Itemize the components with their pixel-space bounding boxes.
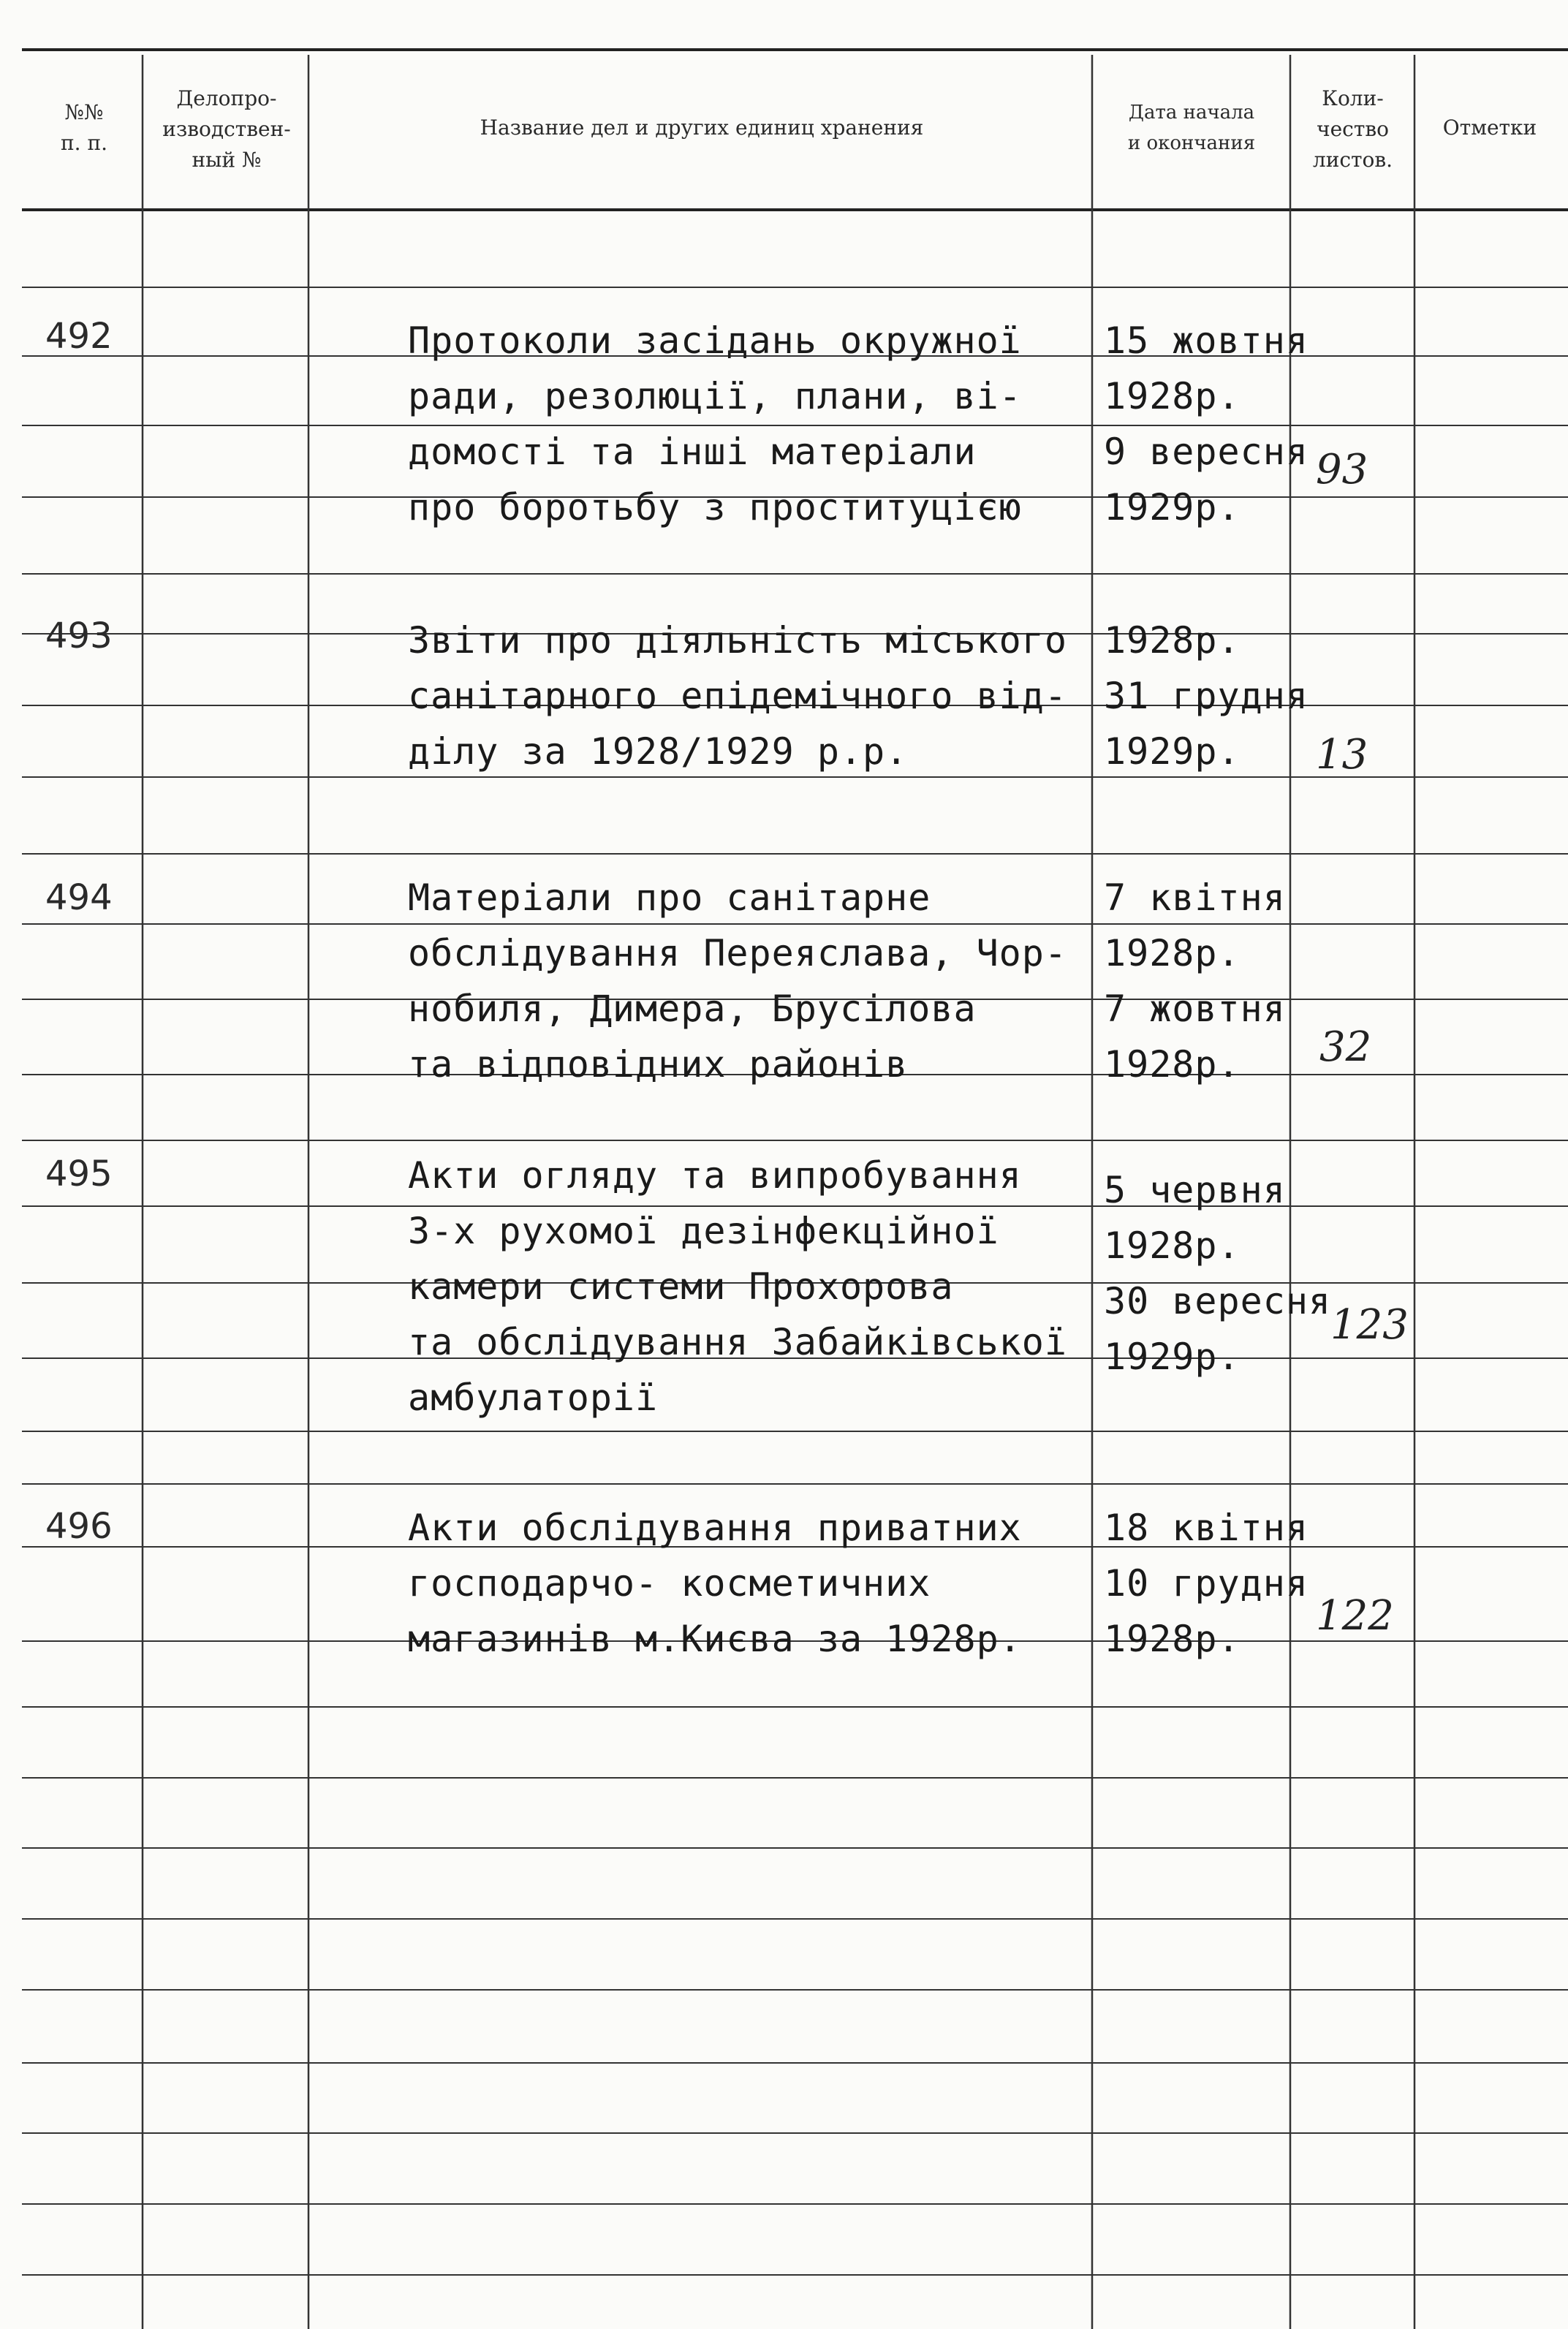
record-dates (1104, 1162, 1331, 1385)
date-line: 1928р. (1104, 375, 1241, 417)
record-title (408, 870, 1067, 1092)
record-title (408, 613, 1067, 779)
record-number: 495 (45, 1154, 113, 1194)
date-line: 1929р. (1104, 1336, 1241, 1378)
title-line: домості та інші матеріали (408, 431, 977, 473)
header-title (314, 73, 1089, 183)
record-sheet-count: 122 (1316, 1592, 1394, 1640)
record-sheet-count: 13 (1316, 731, 1368, 779)
header-sheet-count (1292, 67, 1413, 192)
date-line: 7 квітня (1104, 876, 1286, 919)
title-line: Звіти про діяльність міського (408, 619, 1067, 662)
record-number: 492 (45, 316, 113, 357)
title-line: Акти огляду та випробування (408, 1154, 1022, 1197)
title-line: ради, резолюції, плани, ві- (408, 375, 1022, 417)
date-line: 9 вересня (1104, 431, 1308, 473)
header-dates (1095, 73, 1288, 183)
date-line: 10 грудня (1104, 1562, 1308, 1605)
title-line: магазинів м.Києва за 1928р. (408, 1618, 1022, 1660)
header-count-line2: чество (1317, 117, 1389, 141)
title-line: амбулаторії (408, 1376, 659, 1419)
header-count-line3: листов. (1312, 148, 1393, 172)
record-title (408, 1500, 1022, 1667)
record-dates (1104, 1500, 1308, 1667)
header-number-line2: п. п. (60, 131, 108, 155)
date-line: 5 червня (1104, 1169, 1286, 1211)
record-title (408, 1148, 1067, 1425)
record-number: 496 (45, 1506, 113, 1547)
date-line: 15 жовтня (1104, 319, 1308, 362)
header-notes (1417, 73, 1563, 183)
header-number (29, 73, 139, 183)
title-line: Матеріали про санітарне (408, 876, 931, 919)
date-line: 1928р. (1104, 1224, 1241, 1267)
date-line: 1928р. (1104, 932, 1241, 974)
record-sheet-count: 123 (1330, 1301, 1409, 1349)
header-office-line3: ный № (192, 148, 262, 172)
record-dates (1104, 613, 1308, 779)
title-line: господарчо- косметичних (408, 1562, 931, 1605)
date-line: 1929р. (1104, 730, 1241, 773)
header-office-line1: Делопро- (176, 86, 277, 110)
record-dates (1104, 870, 1286, 1092)
title-line: камери системи Прохорова (408, 1265, 954, 1308)
record-number: 494 (45, 877, 113, 918)
date-line: 1928р. (1104, 1618, 1241, 1660)
date-line: 7 жовтня (1104, 988, 1286, 1030)
date-line: 1928р. (1104, 619, 1241, 662)
header-dates-line1: Дата начала (1128, 102, 1255, 124)
title-line: та відповідних районів (408, 1043, 909, 1086)
record-title (408, 313, 1022, 535)
title-line: Акти обслідування приватних (408, 1507, 1022, 1549)
title-line: та обслідування Забайківської (408, 1321, 1067, 1363)
record-sheet-count: 32 (1319, 1023, 1372, 1071)
header-office-line2: изводствен- (162, 117, 291, 141)
header-count-line1: Коли- (1322, 86, 1384, 110)
record-number: 493 (45, 616, 113, 656)
title-line: ділу за 1928/1929 р.р. (408, 730, 909, 773)
header-title-text: Название дел и других единиц хранения (480, 115, 924, 140)
date-line: 31 грудня (1104, 675, 1308, 717)
title-line: обслідування Переяслава, Чор- (408, 932, 1067, 974)
title-line: санітарного епідемічного від- (408, 675, 1067, 717)
title-line: Протоколи засідань окружної (408, 319, 1022, 362)
date-line: 1929р. (1104, 486, 1241, 529)
record-sheet-count: 93 (1316, 446, 1368, 493)
date-line: 18 квітня (1104, 1507, 1308, 1549)
title-line: про боротьбу з проституцією (408, 486, 1022, 529)
header-notes-text: Отметки (1442, 115, 1537, 140)
title-line: нобиля, Димера, Брусілова (408, 988, 977, 1030)
record-dates (1104, 313, 1308, 535)
date-line: 1928р. (1104, 1043, 1241, 1086)
header-office-number (146, 67, 307, 192)
header-dates-line2: и окончания (1127, 132, 1256, 154)
date-line: 30 вересня (1104, 1280, 1332, 1322)
title-line: 3-х рухомої дезінфекційної (408, 1210, 999, 1252)
header-number-line1: №№ (64, 100, 104, 124)
